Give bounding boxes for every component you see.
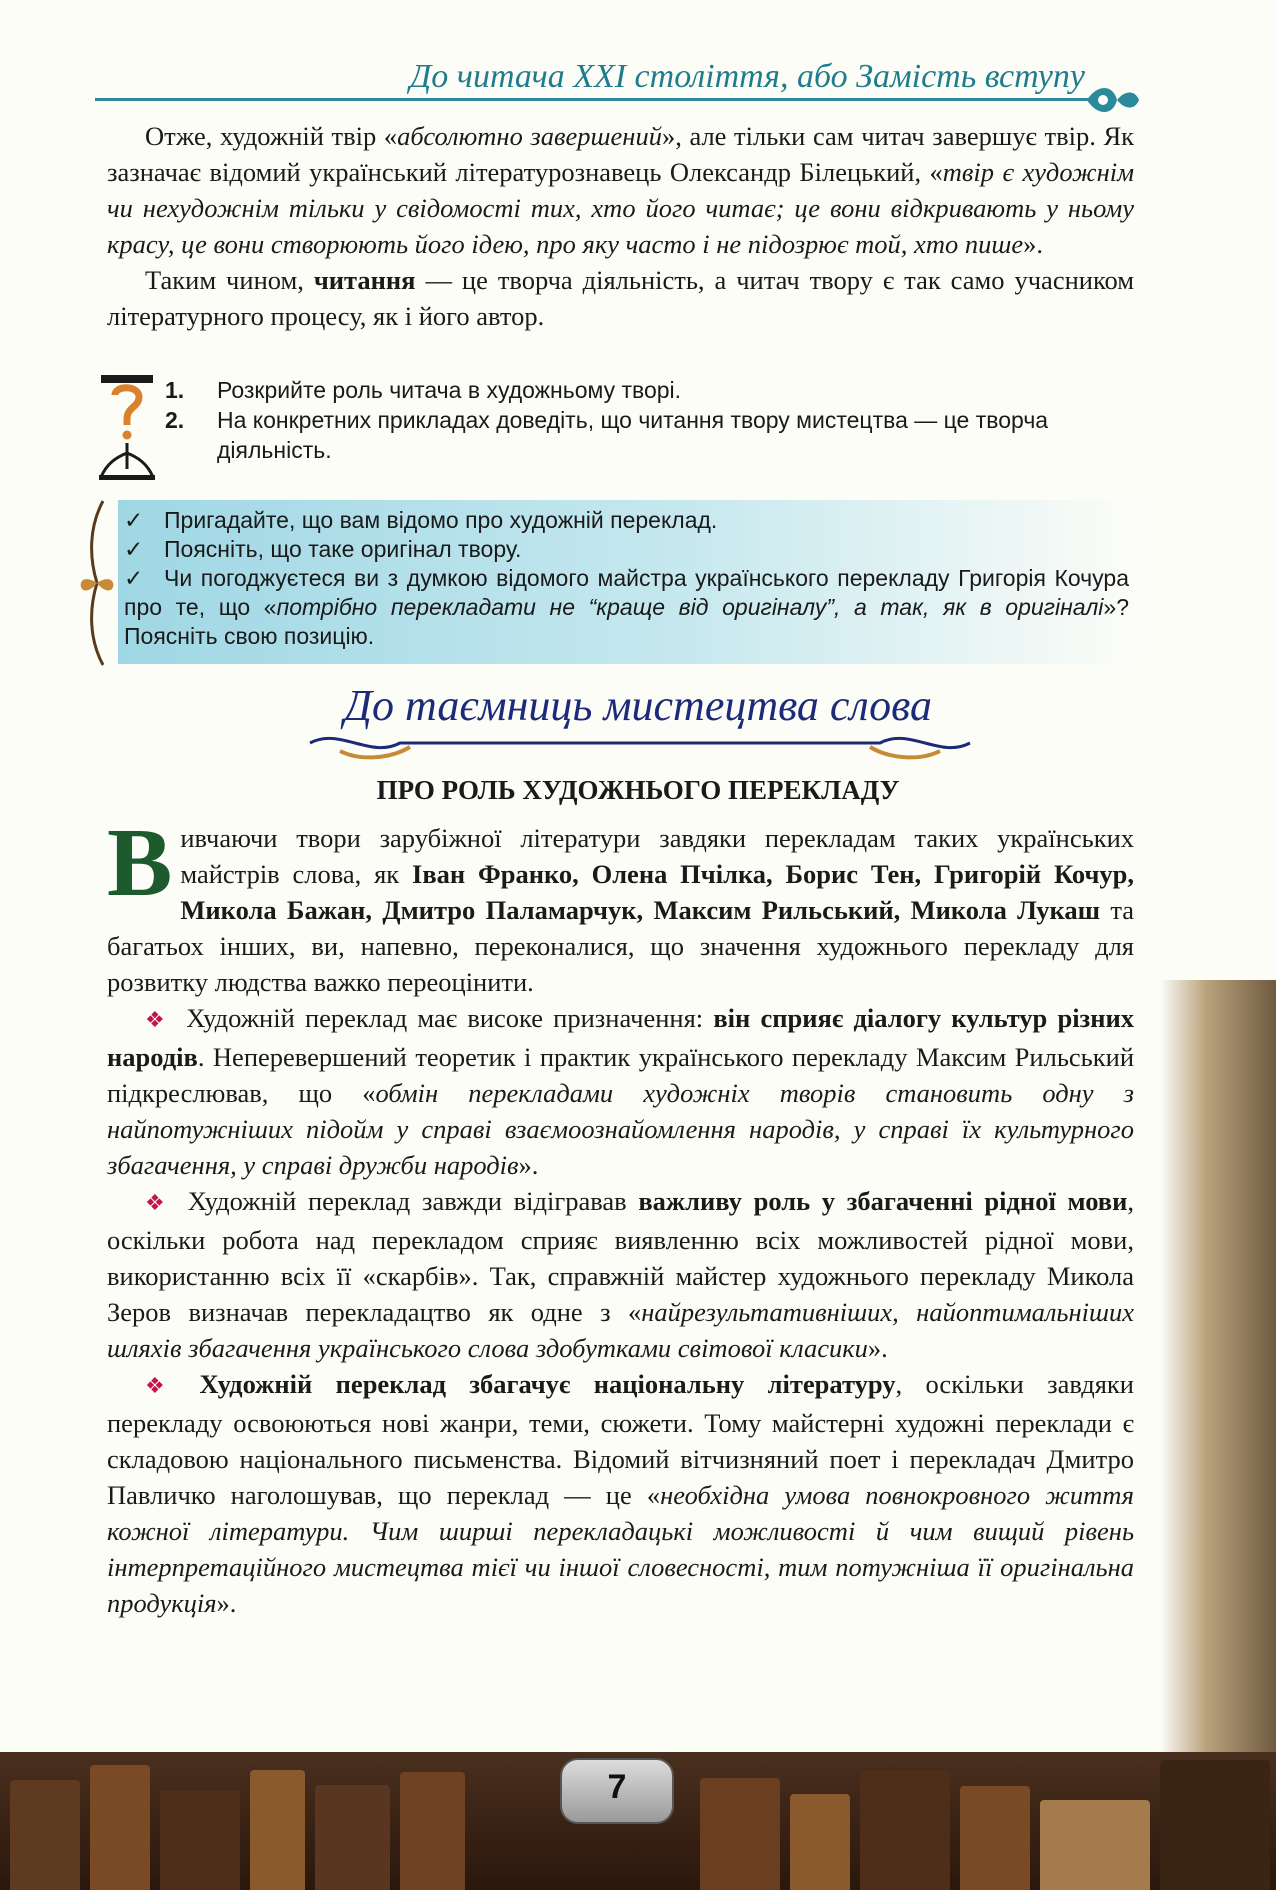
italic-quote: обмін перекладами художніх творів становить одну з найпотужніших підойм у справі взаємоознайомлення народів, у справі їх культурного збагачення, у справі дружби народів [107,1078,1134,1180]
text-run: », але тільки сам читач завершує твір. Як зазначає відомий український літературознавець Олександр Білецький, « [107,121,1134,187]
bold-text: Художній переклад збагачує національну літературу [199,1369,896,1399]
diamond-bullet-icon: ❖ [145,1191,170,1216]
text-run: Пригадайте, що вам відомо про художній переклад. [164,507,718,533]
reminder-text [164,507,717,533]
section-paragraph-1 [107,809,1135,1000]
text-run: та багатьох інших, ви, напевно, переконалися, що значення художнього перекладу для розвитку людства важко переоцінити. [107,895,1135,997]
book-spine-icon [1040,1800,1150,1890]
paragraph-text [107,809,1135,997]
question-mark-icon [95,373,159,483]
bullet-paragraph-2 [107,1183,1134,1366]
italic-quote: потрібно перекладати не “краще від оригіналу”, а так, як в оригіналі [276,594,1104,620]
book-spine-icon [10,1780,80,1890]
text-run: , оскільки завдяки перекладу освоюються нові жанри, теми, сюжети. Тому майстерні художні переклади є складовою національного письменства. Відомий вітчизняний поет і перекладач Дмитро Павличко наголошував, що переклад — це « [107,1369,1134,1510]
bullet-paragraph-1 [107,1000,1134,1183]
intro-paragraph-1 [107,118,1134,262]
check-icon: ✓ [124,565,144,591]
title-flourish-icon [300,725,980,761]
section-subtitle: ПРО РОЛЬ ХУДОЖНЬОГО ПЕРЕКЛАДУ [376,775,900,805]
book-spine-icon [400,1772,465,1890]
check-icon: ✓ [124,536,144,562]
italic-quote: абсолютно завершений [397,121,662,151]
text-run: — це творча діяльність, а читач твору є так само учасником літературного процесу, як і його автор. [107,265,1134,331]
question-item [165,405,1145,465]
page-number: 7 [607,1768,627,1806]
reminder-text [164,536,521,562]
text-run: Поясніть, що таке оригінал твору. [164,536,522,562]
diamond-bullet-icon: ❖ [145,1374,182,1399]
running-header [95,50,1155,105]
text-run: , оскільки робота над перекладом сприяє виявленню всіх можливостей рідної мови, використанню всіх її «скарбів». Так, справжній майстер художнього перекладу Микола Зеров визначав перекладацтво як одне з « [107,1186,1134,1327]
side-ornament-icon [75,497,119,669]
text-run: . Неперевершений теоретик і практик українського перекладу Максим Рильський підкреслював, що « [107,1042,1134,1108]
book-spine-icon [315,1785,390,1890]
text-run: Чи погоджуєтеся ви з думкою відомого майстра українського перекладу Григорія Кочура про те, що « [124,565,1129,620]
bold-text: важливу роль у збагаченні рідної мови [638,1186,1128,1216]
bold-text: він сприяє діалогу культур різних народів [107,1003,1134,1072]
page-number-badge [560,1758,674,1824]
book-spine-icon [700,1778,780,1890]
text-run: »? Поясніть свою позицію. [124,594,1130,649]
italic-quote: твір є художнім чи нехудожнім тільки у свідомості тих, хто його читає; це вони відкривають у ньому красу, це вони створюють його ідею, про яку часто і не підозрює той, хто пише [107,157,1134,259]
reminder-text [124,565,1129,649]
book-spine-icon [860,1770,950,1890]
questions-block [95,373,1145,483]
bold-text: читання [313,265,416,295]
check-icon: ✓ [124,507,144,533]
text-run: Художній переклад має високе призначення: [186,1003,714,1033]
book-spine-icon [250,1770,305,1890]
book-spine-icon [1160,1760,1270,1890]
question-number: 1. [165,377,185,403]
text-run: ивчаючи твори зарубіжної літератури завдяки перекладам таких українських майстрів слова, як [180,823,1134,889]
reminder-item [124,535,1129,564]
paragraph-text [107,1186,1134,1363]
text-run: ». [867,1333,888,1363]
paragraph-text [107,1369,1134,1618]
drop-cap: В [107,809,173,917]
question-text: Розкрийте роль читача в художньому творі. [217,377,682,403]
italic-quote: найрезультативніших, найоптимальніших шляхів збагачення українського слова здобутками світової класики [107,1297,1135,1363]
reminder-item [124,506,1129,535]
book-spine-icon [960,1786,1030,1890]
header-rule [95,98,1095,101]
question-text: На конкретних прикладах доведіть, що читання твору мистецтва — це творча діяльність. [217,407,1049,463]
text-run: Художній переклад завжди відігравав [187,1186,639,1216]
book-spine-icon [90,1765,150,1890]
bullet-paragraph-3 [107,1366,1134,1621]
intro-text [107,118,1134,334]
text-run: Отже, художній твір « [145,121,398,151]
reminder-list [124,506,1129,651]
section-body [107,809,1135,1621]
question-number: 2. [165,407,185,433]
still-life-image-edge [1160,980,1276,1760]
diamond-bullet-icon: ❖ [145,1008,169,1033]
book-spine-icon [160,1790,240,1890]
questions-list [165,375,1145,465]
running-header-title: До читача XXI століття, або Замість вступу [409,58,1085,95]
book-spine-icon [790,1794,850,1890]
section-title: До таємниць мистецтва слова [344,681,932,730]
header-ornament-icon [1083,80,1143,120]
reminder-item [124,564,1129,651]
text-run: ». [1023,229,1043,259]
bold-text: Іван Франко, Олена Пчілка, Борис Тен, Григорій Кочур, Микола Бажан, Дмитро Паламарчук, Максим Рильський, Микола Лукаш [180,859,1134,925]
text-run: ». [518,1150,539,1180]
italic-quote: необхідна умова повнокровного життя кожної літератури. Чим ширші перекладацькі можливості й чим вищий рівень інтерпретаційного мистецтва тієї чи іншої словесності, тим потужніша її оригінальна продукція [107,1480,1134,1618]
question-item [165,375,1145,405]
paragraph-text [107,1003,1134,1180]
text-run: ». [216,1588,237,1618]
intro-paragraph-2 [107,262,1134,334]
text-run: Таким чином, [145,265,314,295]
